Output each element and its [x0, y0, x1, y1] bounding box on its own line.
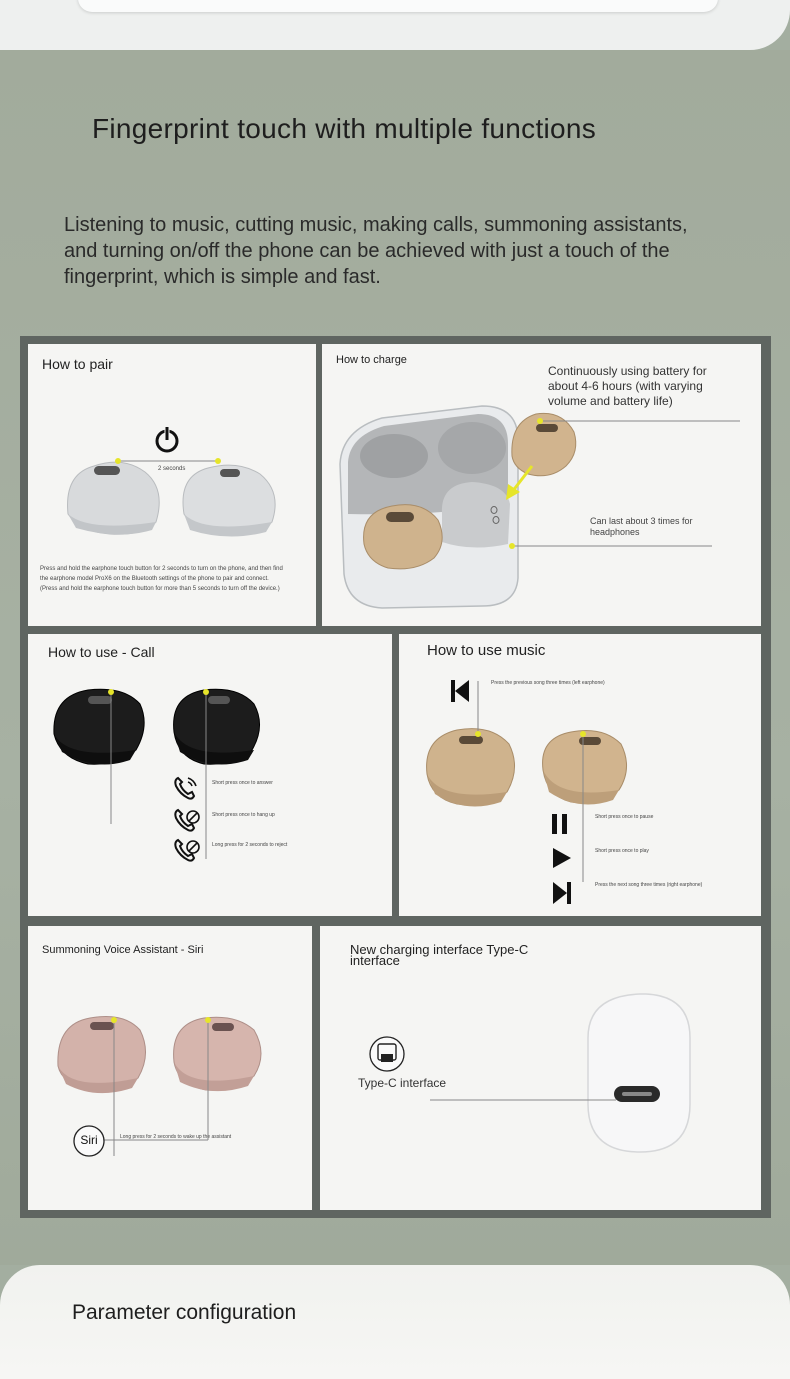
intro-text: Listening to music, cutting music, making calls, summoning assistants, and turning on/off the phone can be achieved with just a touch of the fingerprint, which is simple and fast.	[64, 214, 688, 288]
charge-battery-note: Continuously using battery for about 4-6 hours (with varying volume and battery life)	[548, 364, 707, 408]
music-play-label: Short press once to play	[595, 848, 649, 854]
siri-illustration	[28, 926, 312, 1210]
top-card-inner	[78, 0, 718, 12]
call-illustration	[28, 634, 392, 916]
phone-answer-icon	[175, 778, 196, 799]
music-previous-label: Press the previous song three times (left earphone)	[491, 680, 605, 686]
music-pause-label: Short press once to pause	[595, 814, 654, 820]
earbud-floating-gold	[512, 413, 576, 475]
power-icon	[157, 426, 177, 451]
pause-icon	[552, 814, 567, 834]
music-title: How to use music	[427, 642, 546, 659]
typec-illustration	[320, 926, 761, 1210]
earbud-right-white	[183, 465, 275, 536]
music-next-label: Press the next song three times (right earphone)	[595, 882, 703, 888]
usb-c-icon	[370, 1037, 404, 1071]
parameter-title: Parameter configuration	[72, 1301, 297, 1324]
pair-note: Press and hold the earphone touch button for 2 seconds to turn on the phone, and then find the earphone model ProX6 on the Bluetooth settings of the phone to pair and connect. (Press and hold the earphone touch button for more than 5 seconds to turn off the device.)	[40, 566, 283, 592]
siri-title: Summoning Voice Assistant - Siri	[42, 944, 204, 956]
next-track-icon	[553, 882, 571, 904]
phone-reject-icon	[175, 840, 199, 861]
play-icon	[553, 848, 571, 868]
earbud-left-black	[54, 689, 144, 764]
phone-hangup-icon	[175, 810, 199, 831]
instruction-board	[20, 336, 771, 1218]
earbud-left-white	[68, 462, 160, 534]
earbud-in-case-gold	[364, 505, 443, 569]
charge-panel	[322, 344, 761, 626]
earbud-left-gold	[427, 729, 515, 807]
typec-panel	[320, 926, 761, 1210]
siri-note: Long press for 2 seconds to wake up the assistant	[120, 1134, 232, 1140]
music-illustration	[399, 634, 761, 916]
pair-title: How to pair	[42, 356, 113, 372]
charging-case-white	[588, 994, 690, 1152]
call-answer-label: Short press once to answer	[212, 780, 273, 786]
earbud-left-pink	[58, 1017, 146, 1094]
charge-times-note: Can last about 3 times for headphones	[590, 516, 693, 537]
top-card	[0, 0, 790, 50]
pair-seconds-label: 2 seconds	[158, 466, 186, 472]
music-panel	[399, 634, 761, 916]
call-hangup-label: Short press once to hang up	[212, 812, 275, 818]
call-title: How to use - Call	[48, 644, 155, 660]
typec-label: Type-C interface	[358, 1076, 447, 1090]
charging-case	[340, 406, 518, 608]
typec-title: New charging interface Type-C interface	[350, 942, 529, 968]
call-reject-label: Long press for 2 seconds to reject	[212, 842, 288, 848]
siri-panel	[28, 926, 312, 1210]
earbud-right-black	[174, 689, 260, 764]
pair-panel	[28, 344, 316, 626]
earbud-right-gold	[543, 731, 627, 805]
charge-title: How to charge	[336, 354, 407, 366]
siri-badge-label: Siri	[80, 1133, 98, 1147]
earbud-right-pink	[174, 1017, 261, 1091]
headline: Fingerprint touch with multiple functions	[92, 113, 597, 144]
call-panel	[28, 634, 392, 916]
previous-track-icon	[451, 680, 469, 702]
